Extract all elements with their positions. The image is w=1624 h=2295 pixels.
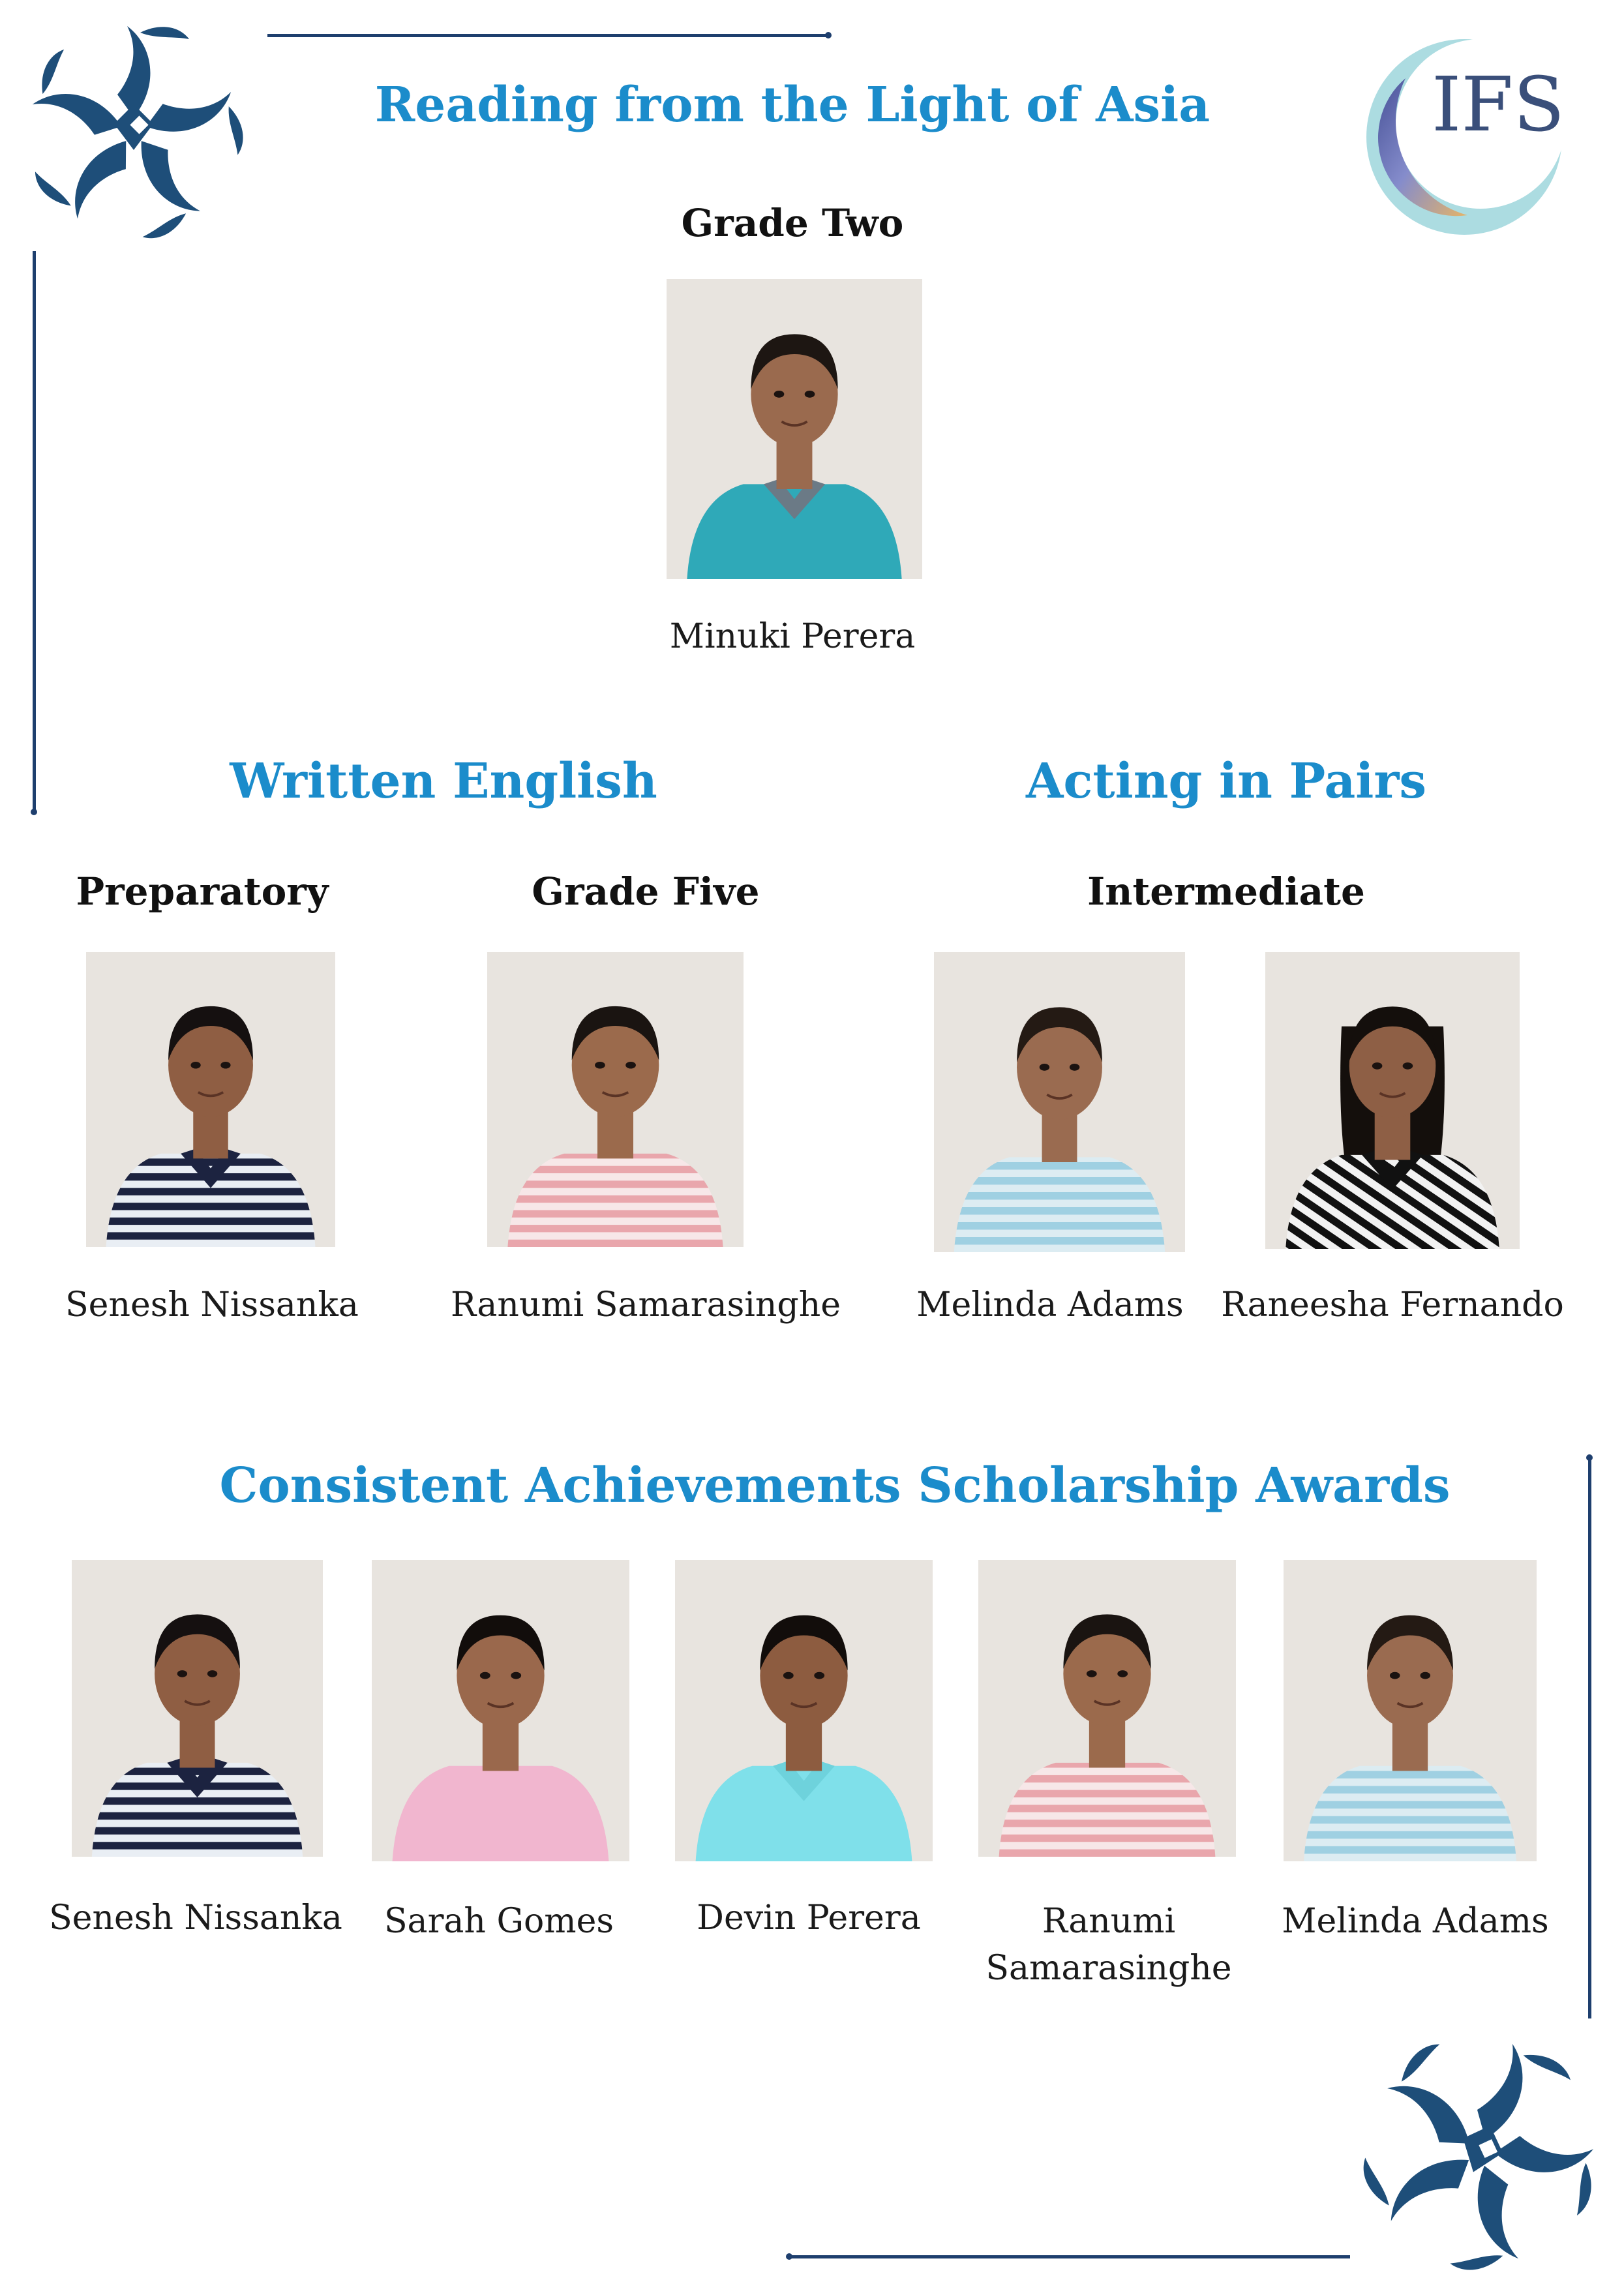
portrait-illustration xyxy=(487,952,744,1247)
right-rule-end xyxy=(1586,1454,1593,1461)
student-name xyxy=(959,1898,1259,1992)
logo-text: IFS xyxy=(1432,61,1565,149)
corner-ornament-top-left xyxy=(20,16,248,245)
portrait-illustration xyxy=(978,1560,1236,1857)
scholarship-section-title: Consistent Achievements Scholarship Awards xyxy=(219,1458,1451,1514)
photo-senesh-nissanka xyxy=(72,1560,323,1857)
photo-senesh-nissanka xyxy=(86,952,335,1247)
written-english-title: Written English xyxy=(230,753,657,809)
student-name: Sarah Gomes xyxy=(383,1902,614,1941)
bottom-rule-end xyxy=(786,2253,792,2260)
photo-minuki-perera xyxy=(667,279,922,579)
student-name: Melinda Adams xyxy=(916,1285,1184,1325)
student-name-line1: Ranumi xyxy=(1042,1902,1176,1941)
photo-ranumi-samarasinghe xyxy=(978,1560,1236,1857)
portrait-illustration xyxy=(1284,1560,1537,1861)
photo-melinda-adams xyxy=(934,952,1185,1252)
reading-grade-label: Grade Two xyxy=(681,201,904,245)
acting-pairs-title: Acting in Pairs xyxy=(1025,753,1427,809)
photo-sarah-gomes xyxy=(372,1560,629,1861)
written-group-label: Grade Five xyxy=(532,869,760,914)
student-name: Senesh Nissanka xyxy=(49,1898,342,1938)
student-name-line2: Samarasinghe xyxy=(985,1949,1232,1988)
top-rule-end xyxy=(825,32,832,38)
student-name: Ranumi Samarasinghe xyxy=(451,1285,841,1325)
photo-raneesha-fernando xyxy=(1265,952,1520,1249)
student-name: Senesh Nissanka xyxy=(65,1285,359,1325)
student-name: Melinda Adams xyxy=(1282,1902,1549,1941)
corner-ornament-bottom-right xyxy=(1357,2028,1604,2276)
portrait-illustration xyxy=(372,1560,629,1861)
portrait-illustration xyxy=(667,279,922,579)
portrait-illustration xyxy=(1265,952,1520,1249)
acting-grade-label: Intermediate xyxy=(1087,869,1365,914)
photo-ranumi-samarasinghe xyxy=(487,952,744,1247)
portrait-illustration xyxy=(675,1560,933,1861)
portrait-illustration xyxy=(72,1560,323,1857)
right-rule xyxy=(1588,1458,1591,2018)
top-rule xyxy=(267,34,828,37)
student-name: Devin Perera xyxy=(697,1898,921,1938)
ifs-logo xyxy=(1357,26,1572,241)
portrait-illustration xyxy=(934,952,1185,1252)
bottom-rule xyxy=(789,2255,1350,2258)
reading-section-title: Reading from the Light of Asia xyxy=(374,77,1210,133)
portrait-illustration xyxy=(86,952,335,1247)
student-name: Raneesha Fernando xyxy=(1221,1285,1564,1325)
written-group-label: Preparatory xyxy=(76,869,329,914)
student-name: Minuki Perera xyxy=(669,617,916,656)
photo-melinda-adams xyxy=(1284,1560,1537,1861)
left-rule xyxy=(33,251,36,812)
left-rule-end xyxy=(31,809,37,815)
photo-devin-perera xyxy=(675,1560,933,1861)
